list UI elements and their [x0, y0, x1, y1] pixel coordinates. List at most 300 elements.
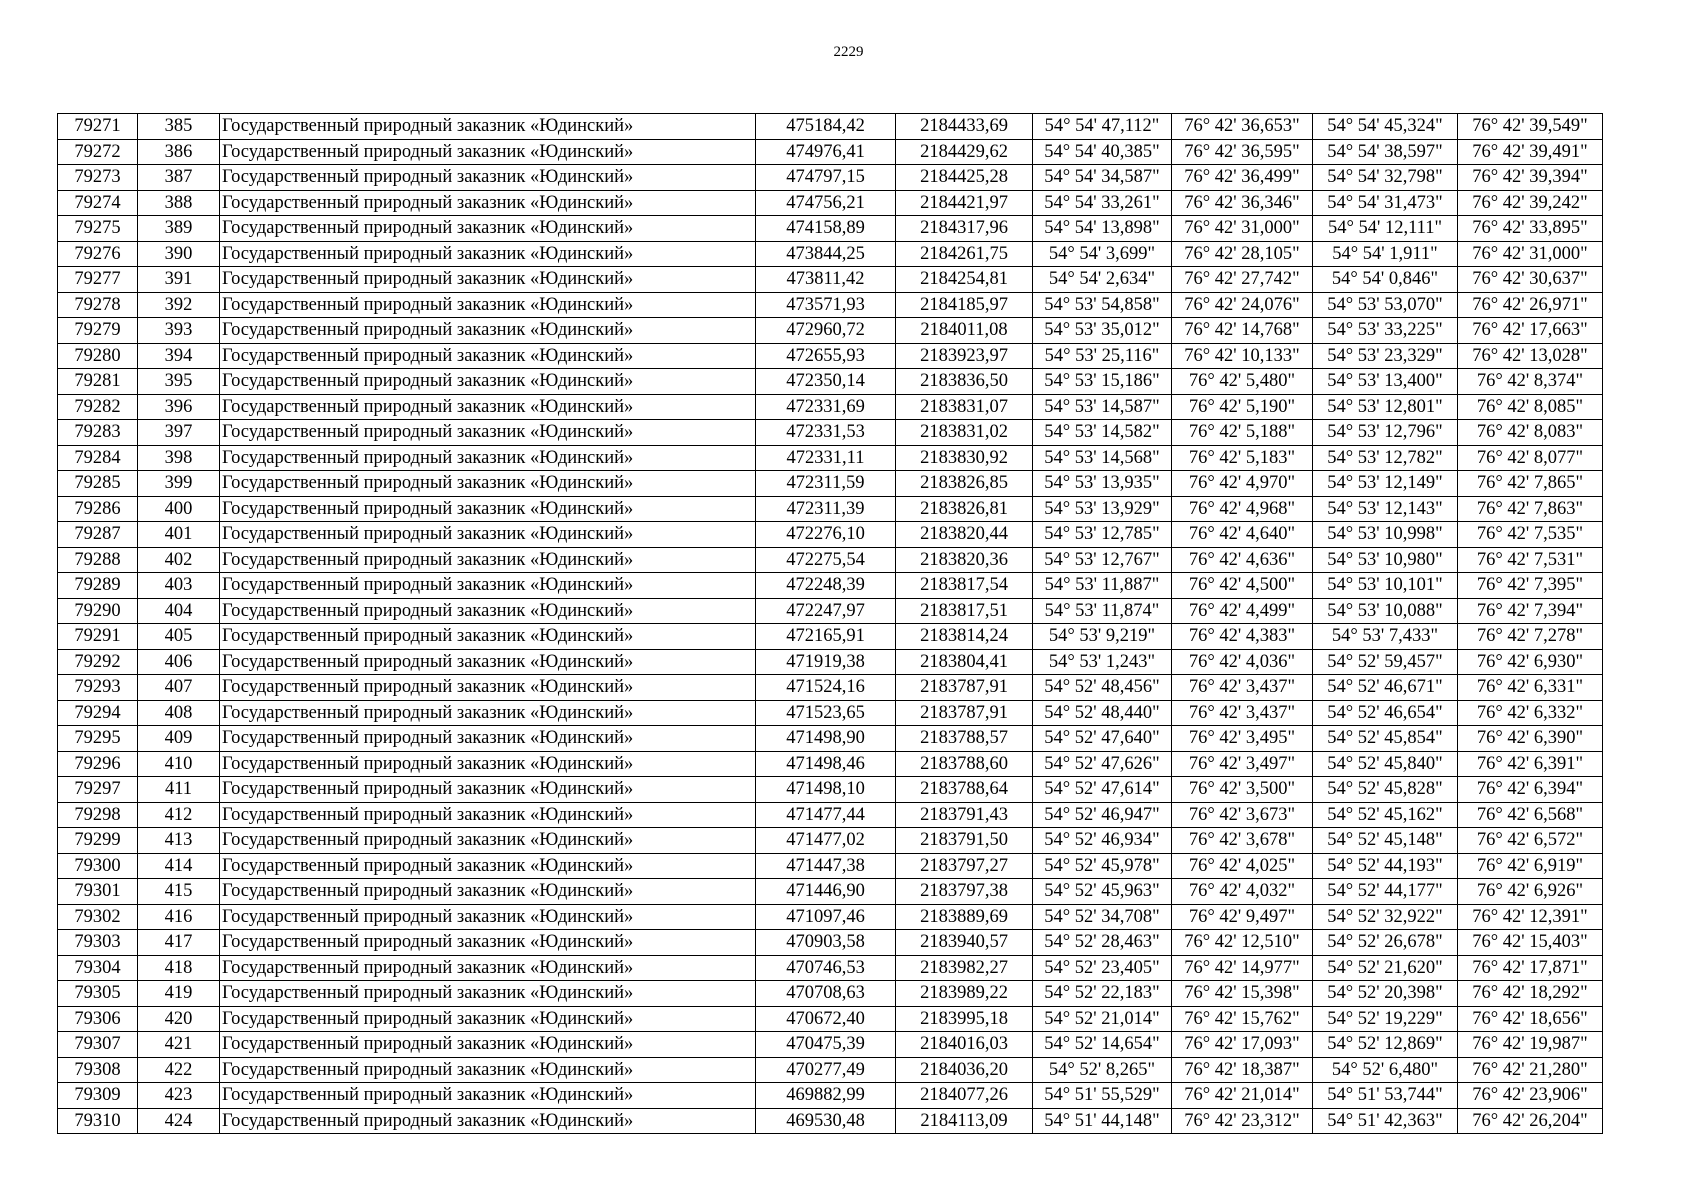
y-coordinate-cell: 2183982,27: [896, 955, 1033, 981]
longitude-2-cell: 76° 42' 6,331": [1458, 675, 1603, 701]
x-coordinate-cell: 474976,41: [756, 139, 896, 165]
point-number-cell: 416: [138, 904, 220, 930]
y-coordinate-cell: 2183889,69: [896, 904, 1033, 930]
latitude-1-cell: 54° 53' 14,568": [1033, 445, 1172, 471]
longitude-2-cell: 76° 42' 6,926": [1458, 879, 1603, 905]
latitude-1-cell: 54° 53' 14,587": [1033, 394, 1172, 420]
longitude-2-cell: 76° 42' 7,863": [1458, 496, 1603, 522]
object-name-cell: Государственный природный заказник «Юдинский»: [220, 981, 756, 1007]
latitude-1-cell: 54° 52' 47,626": [1033, 751, 1172, 777]
y-coordinate-cell: 2183817,51: [896, 598, 1033, 624]
x-coordinate-cell: 472276,10: [756, 522, 896, 548]
point-number-cell: 420: [138, 1006, 220, 1032]
x-coordinate-cell: 471523,65: [756, 700, 896, 726]
longitude-2-cell: 76° 42' 8,085": [1458, 394, 1603, 420]
record-id-cell: 79293: [58, 675, 138, 701]
latitude-1-cell: 54° 53' 25,116": [1033, 343, 1172, 369]
table-row: [58, 522, 1603, 548]
point-number-cell: 394: [138, 343, 220, 369]
longitude-1-cell: 76° 42' 36,653": [1172, 114, 1313, 140]
object-name-cell: Государственный природный заказник «Юдинский»: [220, 114, 756, 140]
latitude-1-cell: 54° 52' 48,456": [1033, 675, 1172, 701]
longitude-2-cell: 76° 42' 13,028": [1458, 343, 1603, 369]
latitude-1-cell: 54° 52' 34,708": [1033, 904, 1172, 930]
record-id-cell: 79280: [58, 343, 138, 369]
latitude-2-cell: 54° 53' 12,782": [1313, 445, 1458, 471]
record-id-cell: 79303: [58, 930, 138, 956]
point-number-cell: 390: [138, 241, 220, 267]
point-number-cell: 395: [138, 369, 220, 395]
longitude-1-cell: 76° 42' 23,312": [1172, 1108, 1313, 1134]
x-coordinate-cell: 471498,90: [756, 726, 896, 752]
x-coordinate-cell: 474158,89: [756, 216, 896, 242]
point-number-cell: 424: [138, 1108, 220, 1134]
table-row: [58, 828, 1603, 854]
y-coordinate-cell: 2184433,69: [896, 114, 1033, 140]
table-row: [58, 955, 1603, 981]
longitude-1-cell: 76° 42' 9,497": [1172, 904, 1313, 930]
point-number-cell: 386: [138, 139, 220, 165]
record-id-cell: 79298: [58, 802, 138, 828]
point-number-cell: 401: [138, 522, 220, 548]
longitude-2-cell: 76° 42' 30,637": [1458, 267, 1603, 293]
point-number-cell: 412: [138, 802, 220, 828]
latitude-2-cell: 54° 52' 45,840": [1313, 751, 1458, 777]
longitude-1-cell: 76° 42' 14,977": [1172, 955, 1313, 981]
x-coordinate-cell: 469530,48: [756, 1108, 896, 1134]
y-coordinate-cell: 2183787,91: [896, 675, 1033, 701]
longitude-1-cell: 76° 42' 14,768": [1172, 318, 1313, 344]
object-name-cell: Государственный природный заказник «Юдинский»: [220, 445, 756, 471]
object-name-cell: Государственный природный заказник «Юдинский»: [220, 471, 756, 497]
longitude-1-cell: 76° 42' 36,595": [1172, 139, 1313, 165]
latitude-1-cell: 54° 53' 13,929": [1033, 496, 1172, 522]
latitude-2-cell: 54° 52' 6,480": [1313, 1057, 1458, 1083]
record-id-cell: 79284: [58, 445, 138, 471]
record-id-cell: 79302: [58, 904, 138, 930]
longitude-1-cell: 76° 42' 18,387": [1172, 1057, 1313, 1083]
longitude-1-cell: 76° 42' 5,190": [1172, 394, 1313, 420]
latitude-1-cell: 54° 52' 8,265": [1033, 1057, 1172, 1083]
record-id-cell: 79281: [58, 369, 138, 395]
latitude-1-cell: 54° 51' 55,529": [1033, 1083, 1172, 1109]
x-coordinate-cell: 473571,93: [756, 292, 896, 318]
x-coordinate-cell: 472960,72: [756, 318, 896, 344]
latitude-1-cell: 54° 52' 22,183": [1033, 981, 1172, 1007]
point-number-cell: 389: [138, 216, 220, 242]
point-number-cell: 405: [138, 624, 220, 650]
y-coordinate-cell: 2184011,08: [896, 318, 1033, 344]
longitude-2-cell: 76° 42' 6,572": [1458, 828, 1603, 854]
latitude-1-cell: 54° 54' 34,587": [1033, 165, 1172, 191]
latitude-2-cell: 54° 51' 53,744": [1313, 1083, 1458, 1109]
longitude-2-cell: 76° 42' 33,895": [1458, 216, 1603, 242]
latitude-2-cell: 54° 53' 10,101": [1313, 573, 1458, 599]
y-coordinate-cell: 2183820,44: [896, 522, 1033, 548]
latitude-2-cell: 54° 53' 12,143": [1313, 496, 1458, 522]
object-name-cell: Государственный природный заказник «Юдинский»: [220, 165, 756, 191]
table-row: [58, 751, 1603, 777]
record-id-cell: 79299: [58, 828, 138, 854]
longitude-1-cell: 76° 42' 4,968": [1172, 496, 1313, 522]
x-coordinate-cell: 470903,58: [756, 930, 896, 956]
latitude-2-cell: 54° 52' 45,854": [1313, 726, 1458, 752]
point-number-cell: 415: [138, 879, 220, 905]
object-name-cell: Государственный природный заказник «Юдинский»: [220, 394, 756, 420]
longitude-1-cell: 76° 42' 3,500": [1172, 777, 1313, 803]
longitude-1-cell: 76° 42' 12,510": [1172, 930, 1313, 956]
longitude-2-cell: 76° 42' 39,549": [1458, 114, 1603, 140]
y-coordinate-cell: 2184185,97: [896, 292, 1033, 318]
longitude-1-cell: 76° 42' 4,383": [1172, 624, 1313, 650]
longitude-2-cell: 76° 42' 6,919": [1458, 853, 1603, 879]
y-coordinate-cell: 2183788,57: [896, 726, 1033, 752]
x-coordinate-cell: 474797,15: [756, 165, 896, 191]
latitude-2-cell: 54° 54' 0,846": [1313, 267, 1458, 293]
longitude-1-cell: 76° 42' 31,000": [1172, 216, 1313, 242]
latitude-2-cell: 54° 53' 10,088": [1313, 598, 1458, 624]
longitude-1-cell: 76° 42' 3,437": [1172, 700, 1313, 726]
table-row: [58, 1083, 1603, 1109]
x-coordinate-cell: 471097,46: [756, 904, 896, 930]
table-row: [58, 726, 1603, 752]
latitude-2-cell: 54° 53' 33,225": [1313, 318, 1458, 344]
x-coordinate-cell: 472165,91: [756, 624, 896, 650]
longitude-1-cell: 76° 42' 3,678": [1172, 828, 1313, 854]
y-coordinate-cell: 2183836,50: [896, 369, 1033, 395]
record-id-cell: 79301: [58, 879, 138, 905]
longitude-2-cell: 76° 42' 7,278": [1458, 624, 1603, 650]
table-row: [58, 1057, 1603, 1083]
x-coordinate-cell: 471919,38: [756, 649, 896, 675]
latitude-2-cell: 54° 53' 53,070": [1313, 292, 1458, 318]
longitude-1-cell: 76° 42' 21,014": [1172, 1083, 1313, 1109]
page-number: 2229: [833, 44, 864, 60]
latitude-2-cell: 54° 53' 12,796": [1313, 420, 1458, 446]
y-coordinate-cell: 2183923,97: [896, 343, 1033, 369]
table-row: [58, 114, 1603, 140]
object-name-cell: Государственный природный заказник «Юдинский»: [220, 675, 756, 701]
point-number-cell: 411: [138, 777, 220, 803]
latitude-2-cell: 54° 53' 13,400": [1313, 369, 1458, 395]
longitude-2-cell: 76° 42' 6,568": [1458, 802, 1603, 828]
x-coordinate-cell: 471498,46: [756, 751, 896, 777]
table-row: [58, 241, 1603, 267]
object-name-cell: Государственный природный заказник «Юдинский»: [220, 343, 756, 369]
y-coordinate-cell: 2184254,81: [896, 267, 1033, 293]
table-row: [58, 318, 1603, 344]
latitude-1-cell: 54° 52' 47,640": [1033, 726, 1172, 752]
object-name-cell: Государственный природный заказник «Юдинский»: [220, 139, 756, 165]
latitude-1-cell: 54° 53' 11,874": [1033, 598, 1172, 624]
latitude-2-cell: 54° 52' 45,148": [1313, 828, 1458, 854]
y-coordinate-cell: 2184425,28: [896, 165, 1033, 191]
object-name-cell: Государственный природный заказник «Юдинский»: [220, 1083, 756, 1109]
latitude-2-cell: 54° 54' 12,111": [1313, 216, 1458, 242]
x-coordinate-cell: 469882,99: [756, 1083, 896, 1109]
longitude-1-cell: 76° 42' 4,499": [1172, 598, 1313, 624]
coordinates-table-body: [58, 114, 1603, 1134]
table-row: [58, 547, 1603, 573]
table-row: [58, 267, 1603, 293]
latitude-1-cell: 54° 53' 54,858": [1033, 292, 1172, 318]
latitude-2-cell: 54° 52' 19,229": [1313, 1006, 1458, 1032]
latitude-2-cell: 54° 52' 44,193": [1313, 853, 1458, 879]
longitude-2-cell: 76° 42' 23,906": [1458, 1083, 1603, 1109]
latitude-1-cell: 54° 52' 45,963": [1033, 879, 1172, 905]
object-name-cell: Государственный природный заказник «Юдинский»: [220, 522, 756, 548]
longitude-2-cell: 76° 42' 26,204": [1458, 1108, 1603, 1134]
table-row: [58, 190, 1603, 216]
latitude-2-cell: 54° 53' 12,149": [1313, 471, 1458, 497]
point-number-cell: 402: [138, 547, 220, 573]
object-name-cell: Государственный природный заказник «Юдинский»: [220, 904, 756, 930]
x-coordinate-cell: 471446,90: [756, 879, 896, 905]
x-coordinate-cell: 473811,42: [756, 267, 896, 293]
latitude-1-cell: 54° 54' 13,898": [1033, 216, 1172, 242]
longitude-2-cell: 76° 42' 26,971": [1458, 292, 1603, 318]
table-row: [58, 573, 1603, 599]
longitude-1-cell: 76° 42' 5,480": [1172, 369, 1313, 395]
object-name-cell: Государственный природный заказник «Юдинский»: [220, 190, 756, 216]
y-coordinate-cell: 2183788,60: [896, 751, 1033, 777]
longitude-1-cell: 76° 42' 24,076": [1172, 292, 1313, 318]
longitude-2-cell: 76° 42' 6,390": [1458, 726, 1603, 752]
object-name-cell: Государственный природный заказник «Юдинский»: [220, 649, 756, 675]
table-row: [58, 700, 1603, 726]
y-coordinate-cell: 2184261,75: [896, 241, 1033, 267]
point-number-cell: 406: [138, 649, 220, 675]
x-coordinate-cell: 472311,59: [756, 471, 896, 497]
longitude-1-cell: 76° 42' 17,093": [1172, 1032, 1313, 1058]
x-coordinate-cell: 472331,53: [756, 420, 896, 446]
latitude-1-cell: 54° 53' 35,012": [1033, 318, 1172, 344]
object-name-cell: Государственный природный заказник «Юдинский»: [220, 318, 756, 344]
longitude-2-cell: 76° 42' 7,865": [1458, 471, 1603, 497]
latitude-2-cell: 54° 52' 21,620": [1313, 955, 1458, 981]
y-coordinate-cell: 2183989,22: [896, 981, 1033, 1007]
latitude-1-cell: 54° 54' 40,385": [1033, 139, 1172, 165]
latitude-2-cell: 54° 54' 38,597": [1313, 139, 1458, 165]
longitude-1-cell: 76° 42' 3,437": [1172, 675, 1313, 701]
latitude-2-cell: 54° 52' 45,828": [1313, 777, 1458, 803]
longitude-2-cell: 76° 42' 39,394": [1458, 165, 1603, 191]
longitude-1-cell: 76° 42' 5,188": [1172, 420, 1313, 446]
record-id-cell: 79286: [58, 496, 138, 522]
longitude-2-cell: 76° 42' 7,394": [1458, 598, 1603, 624]
point-number-cell: 388: [138, 190, 220, 216]
y-coordinate-cell: 2183797,38: [896, 879, 1033, 905]
latitude-2-cell: 54° 52' 26,678": [1313, 930, 1458, 956]
object-name-cell: Государственный природный заказник «Юдинский»: [220, 420, 756, 446]
point-number-cell: 417: [138, 930, 220, 956]
record-id-cell: 79290: [58, 598, 138, 624]
y-coordinate-cell: 2184113,09: [896, 1108, 1033, 1134]
longitude-2-cell: 76° 42' 6,391": [1458, 751, 1603, 777]
y-coordinate-cell: 2183817,54: [896, 573, 1033, 599]
x-coordinate-cell: 471477,44: [756, 802, 896, 828]
x-coordinate-cell: 475184,42: [756, 114, 896, 140]
point-number-cell: 393: [138, 318, 220, 344]
latitude-2-cell: 54° 54' 31,473": [1313, 190, 1458, 216]
point-number-cell: 407: [138, 675, 220, 701]
x-coordinate-cell: 472275,54: [756, 547, 896, 573]
y-coordinate-cell: 2183788,64: [896, 777, 1033, 803]
latitude-1-cell: 54° 53' 12,767": [1033, 547, 1172, 573]
record-id-cell: 79305: [58, 981, 138, 1007]
latitude-1-cell: 54° 54' 2,634": [1033, 267, 1172, 293]
coordinates-table: [57, 113, 1603, 1134]
point-number-cell: 409: [138, 726, 220, 752]
longitude-1-cell: 76° 42' 3,673": [1172, 802, 1313, 828]
latitude-1-cell: 54° 52' 21,014": [1033, 1006, 1172, 1032]
object-name-cell: Государственный природный заказник «Юдинский»: [220, 751, 756, 777]
object-name-cell: Государственный природный заказник «Юдинский»: [220, 955, 756, 981]
latitude-2-cell: 54° 52' 46,671": [1313, 675, 1458, 701]
object-name-cell: Государственный природный заказник «Юдинский»: [220, 930, 756, 956]
latitude-1-cell: 54° 52' 46,934": [1033, 828, 1172, 854]
object-name-cell: Государственный природный заказник «Юдинский»: [220, 777, 756, 803]
record-id-cell: 79283: [58, 420, 138, 446]
record-id-cell: 79277: [58, 267, 138, 293]
latitude-1-cell: 54° 52' 46,947": [1033, 802, 1172, 828]
point-number-cell: 398: [138, 445, 220, 471]
record-id-cell: 79297: [58, 777, 138, 803]
y-coordinate-cell: 2183791,50: [896, 828, 1033, 854]
object-name-cell: Государственный природный заказник «Юдинский»: [220, 624, 756, 650]
table-row: [58, 930, 1603, 956]
table-row: [58, 420, 1603, 446]
table-row: [58, 777, 1603, 803]
object-name-cell: Государственный природный заказник «Юдинский»: [220, 241, 756, 267]
x-coordinate-cell: 470475,39: [756, 1032, 896, 1058]
longitude-1-cell: 76° 42' 5,183": [1172, 445, 1313, 471]
point-number-cell: 423: [138, 1083, 220, 1109]
x-coordinate-cell: 470746,53: [756, 955, 896, 981]
longitude-2-cell: 76° 42' 31,000": [1458, 241, 1603, 267]
record-id-cell: 79276: [58, 241, 138, 267]
longitude-2-cell: 76° 42' 39,242": [1458, 190, 1603, 216]
latitude-2-cell: 54° 53' 23,329": [1313, 343, 1458, 369]
table-row: [58, 802, 1603, 828]
table-row: [58, 853, 1603, 879]
longitude-1-cell: 76° 42' 36,346": [1172, 190, 1313, 216]
record-id-cell: 79289: [58, 573, 138, 599]
longitude-1-cell: 76° 42' 4,025": [1172, 853, 1313, 879]
latitude-2-cell: 54° 52' 12,869": [1313, 1032, 1458, 1058]
object-name-cell: Государственный природный заказник «Юдинский»: [220, 598, 756, 624]
latitude-1-cell: 54° 53' 14,582": [1033, 420, 1172, 446]
point-number-cell: 397: [138, 420, 220, 446]
point-number-cell: 404: [138, 598, 220, 624]
record-id-cell: 79288: [58, 547, 138, 573]
longitude-1-cell: 76° 42' 36,499": [1172, 165, 1313, 191]
longitude-2-cell: 76° 42' 18,656": [1458, 1006, 1603, 1032]
y-coordinate-cell: 2184077,26: [896, 1083, 1033, 1109]
point-number-cell: 385: [138, 114, 220, 140]
table-row: [58, 675, 1603, 701]
table-row: [58, 394, 1603, 420]
y-coordinate-cell: 2183820,36: [896, 547, 1033, 573]
x-coordinate-cell: 471498,10: [756, 777, 896, 803]
table-row: [58, 471, 1603, 497]
longitude-2-cell: 76° 42' 15,403": [1458, 930, 1603, 956]
x-coordinate-cell: 474756,21: [756, 190, 896, 216]
latitude-2-cell: 54° 52' 20,398": [1313, 981, 1458, 1007]
longitude-2-cell: 76° 42' 21,280": [1458, 1057, 1603, 1083]
longitude-1-cell: 76° 42' 4,970": [1172, 471, 1313, 497]
x-coordinate-cell: 470672,40: [756, 1006, 896, 1032]
longitude-1-cell: 76° 42' 4,636": [1172, 547, 1313, 573]
latitude-1-cell: 54° 53' 9,219": [1033, 624, 1172, 650]
longitude-2-cell: 76° 42' 19,987": [1458, 1032, 1603, 1058]
latitude-2-cell: 54° 52' 32,922": [1313, 904, 1458, 930]
point-number-cell: 422: [138, 1057, 220, 1083]
longitude-1-cell: 76° 42' 28,105": [1172, 241, 1313, 267]
longitude-1-cell: 76° 42' 4,640": [1172, 522, 1313, 548]
x-coordinate-cell: 471477,02: [756, 828, 896, 854]
latitude-2-cell: 54° 52' 59,457": [1313, 649, 1458, 675]
object-name-cell: Государственный природный заказник «Юдинский»: [220, 547, 756, 573]
latitude-2-cell: 54° 54' 45,324": [1313, 114, 1458, 140]
longitude-1-cell: 76° 42' 15,762": [1172, 1006, 1313, 1032]
table-row: [58, 369, 1603, 395]
latitude-2-cell: 54° 51' 42,363": [1313, 1108, 1458, 1134]
latitude-1-cell: 54° 52' 45,978": [1033, 853, 1172, 879]
y-coordinate-cell: 2184429,62: [896, 139, 1033, 165]
object-name-cell: Государственный природный заказник «Юдинский»: [220, 879, 756, 905]
longitude-1-cell: 76° 42' 4,036": [1172, 649, 1313, 675]
x-coordinate-cell: 472331,69: [756, 394, 896, 420]
longitude-1-cell: 76° 42' 3,495": [1172, 726, 1313, 752]
record-id-cell: 79279: [58, 318, 138, 344]
point-number-cell: 410: [138, 751, 220, 777]
object-name-cell: Государственный природный заказник «Юдинский»: [220, 292, 756, 318]
record-id-cell: 79309: [58, 1083, 138, 1109]
object-name-cell: Государственный природный заказник «Юдинский»: [220, 802, 756, 828]
point-number-cell: 414: [138, 853, 220, 879]
point-number-cell: 413: [138, 828, 220, 854]
point-number-cell: 399: [138, 471, 220, 497]
point-number-cell: 408: [138, 700, 220, 726]
longitude-1-cell: 76° 42' 27,742": [1172, 267, 1313, 293]
point-number-cell: 392: [138, 292, 220, 318]
y-coordinate-cell: 2183995,18: [896, 1006, 1033, 1032]
latitude-1-cell: 54° 52' 47,614": [1033, 777, 1172, 803]
table-row: [58, 496, 1603, 522]
point-number-cell: 400: [138, 496, 220, 522]
record-id-cell: 79310: [58, 1108, 138, 1134]
latitude-2-cell: 54° 54' 1,911": [1313, 241, 1458, 267]
longitude-1-cell: 76° 42' 10,133": [1172, 343, 1313, 369]
latitude-1-cell: 54° 54' 33,261": [1033, 190, 1172, 216]
object-name-cell: Государственный природный заказник «Юдинский»: [220, 853, 756, 879]
longitude-2-cell: 76° 42' 18,292": [1458, 981, 1603, 1007]
y-coordinate-cell: 2183831,07: [896, 394, 1033, 420]
x-coordinate-cell: 472350,14: [756, 369, 896, 395]
longitude-2-cell: 76° 42' 6,332": [1458, 700, 1603, 726]
latitude-2-cell: 54° 53' 10,998": [1313, 522, 1458, 548]
latitude-1-cell: 54° 52' 14,654": [1033, 1032, 1172, 1058]
latitude-2-cell: 54° 52' 44,177": [1313, 879, 1458, 905]
latitude-1-cell: 54° 53' 12,785": [1033, 522, 1172, 548]
record-id-cell: 79274: [58, 190, 138, 216]
object-name-cell: Государственный природный заказник «Юдинский»: [220, 267, 756, 293]
y-coordinate-cell: 2183830,92: [896, 445, 1033, 471]
latitude-1-cell: 54° 52' 48,440": [1033, 700, 1172, 726]
longitude-2-cell: 76° 42' 17,663": [1458, 318, 1603, 344]
y-coordinate-cell: 2183797,27: [896, 853, 1033, 879]
